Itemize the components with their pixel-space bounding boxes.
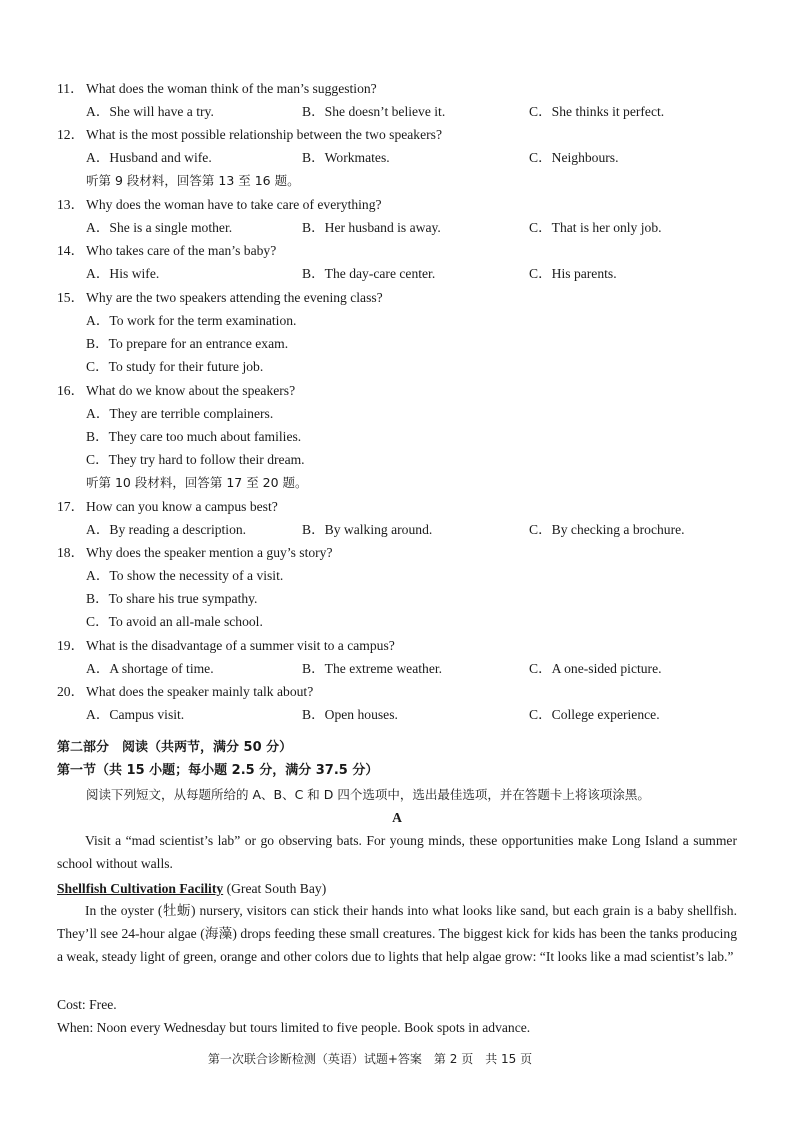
intro-paragraph: [57, 829, 737, 875]
option-a: A．They are terrible complainers.: [86, 406, 274, 421]
option-b: B．Open houses.: [302, 707, 398, 722]
question-text: Why are the two speakers attending the evening class?: [86, 290, 383, 305]
question-text: What does the speaker mainly talk about?: [86, 684, 314, 699]
option-b: B．Workmates.: [302, 150, 390, 165]
question-text: How can you know a campus best?: [86, 499, 278, 514]
option-a: A．To show the necessity of a visit.: [86, 568, 284, 583]
facility-heading: [57, 880, 326, 897]
facility-text: In the oyster (牡蛎) nursery, visitors can stick their hands into what looks like sand, but each grain is a baby shellfish. They’ll see 24-hour algae (海藻) drops feeding these small creatures. The biggest kick for kids has been the tanks producing a weak, steady light of green, orange and other colors due to lights that help algae grow: “It looks like a mad scientist’s lab.”: [57, 903, 737, 965]
question-number: 11．: [57, 81, 84, 96]
question-number: 12．: [57, 127, 85, 142]
section-title: 第二部分 阅读（共两节，满分 50 分）: [57, 740, 293, 755]
section-subtitle: 第一节（共 15 小题；每小题 2.5 分，满分 37.5 分）: [57, 763, 379, 778]
option-a: A．She is a single mother.: [86, 220, 233, 235]
option-b: B．They care too much about families.: [86, 429, 302, 444]
question-number: 14．: [57, 243, 85, 258]
question-number: 15．: [57, 290, 85, 305]
option-b: B．To prepare for an entrance exam.: [86, 336, 289, 351]
option-c: C．To study for their future job.: [86, 359, 264, 374]
option-c: C．They try hard to follow their dream.: [86, 452, 305, 467]
question-text: Why does the woman have to take care of everything?: [86, 197, 382, 212]
question-number: 18．: [57, 545, 85, 560]
option-c: C．By checking a brochure.: [529, 522, 685, 537]
option-c: C．College experience.: [529, 707, 660, 722]
passage-letter: A: [392, 810, 402, 825]
option-a: A．By reading a description.: [86, 522, 247, 537]
question-number: 20．: [57, 684, 85, 699]
option-a: A．She will have a try.: [86, 104, 214, 119]
option-a: A．Campus visit.: [86, 707, 185, 722]
question-number: 13．: [57, 197, 85, 212]
option-a: A．Husband and wife.: [86, 150, 212, 165]
question-number: 19．: [57, 638, 85, 653]
question-text: What is the disadvantage of a summer visit to a campus?: [86, 638, 395, 653]
option-a: A．His wife.: [86, 266, 160, 281]
option-a: A．To work for the term examination.: [86, 313, 297, 328]
question-text: What does the woman think of the man’s suggestion?: [86, 81, 377, 96]
reading-instructions: 阅读下列短文，从每题所给的 A、B、C 和 D 四个选项中，选出最佳选项，并在答题卡上将该项涂黑。: [86, 787, 650, 802]
listening-note: 听第 10 段材料，回答第 17 至 20 题。: [86, 475, 308, 490]
option-c: C．A one-sided picture.: [529, 661, 662, 676]
option-b: B．The extreme weather.: [302, 661, 443, 676]
option-c: C．That is her only job.: [529, 220, 662, 235]
intro-text: Visit a “mad scientist’s lab” or go observing bats. For young minds, these opportunities make Long Island a summer school without walls.: [57, 833, 737, 872]
question-text: What is the most possible relationship between the two speakers?: [86, 127, 442, 142]
question-text: Who takes care of the man’s baby?: [86, 243, 277, 258]
question-number: 17．: [57, 499, 85, 514]
option-c: C．Neighbours.: [529, 150, 619, 165]
listening-note: 听第 9 段材料，回答第 13 至 16 题。: [86, 173, 300, 188]
option-b: B．By walking around.: [302, 522, 433, 537]
option-b: B．The day-care center.: [302, 266, 436, 281]
option-b: B．She doesn’t believe it.: [302, 104, 446, 119]
facility-paragraph: [57, 899, 737, 969]
question-text: Why does the speaker mention a guy’s story?: [86, 545, 333, 560]
question-number: 16．: [57, 383, 85, 398]
option-c: C．She thinks it perfect.: [529, 104, 665, 119]
option-b: B．Her husband is away.: [302, 220, 441, 235]
when-line: When: Noon every Wednesday but tours limited to five people. Book spots in advance.: [57, 1020, 531, 1035]
page-footer: 第一次联合诊断检测（英语）试题+答案 第 2 页 共 15 页: [207, 1052, 533, 1066]
question-text: What do we know about the speakers?: [86, 383, 296, 398]
option-c: C．His parents.: [529, 266, 617, 281]
facility-name: Shellfish Cultivation Facility: [57, 881, 224, 896]
facility-location: (Great South Bay): [223, 881, 327, 896]
option-b: B．To share his true sympathy.: [86, 591, 258, 606]
option-c: C．To avoid an all-male school.: [86, 614, 263, 629]
option-a: A．A shortage of time.: [86, 661, 214, 676]
cost-line: Cost: Free.: [57, 997, 117, 1012]
